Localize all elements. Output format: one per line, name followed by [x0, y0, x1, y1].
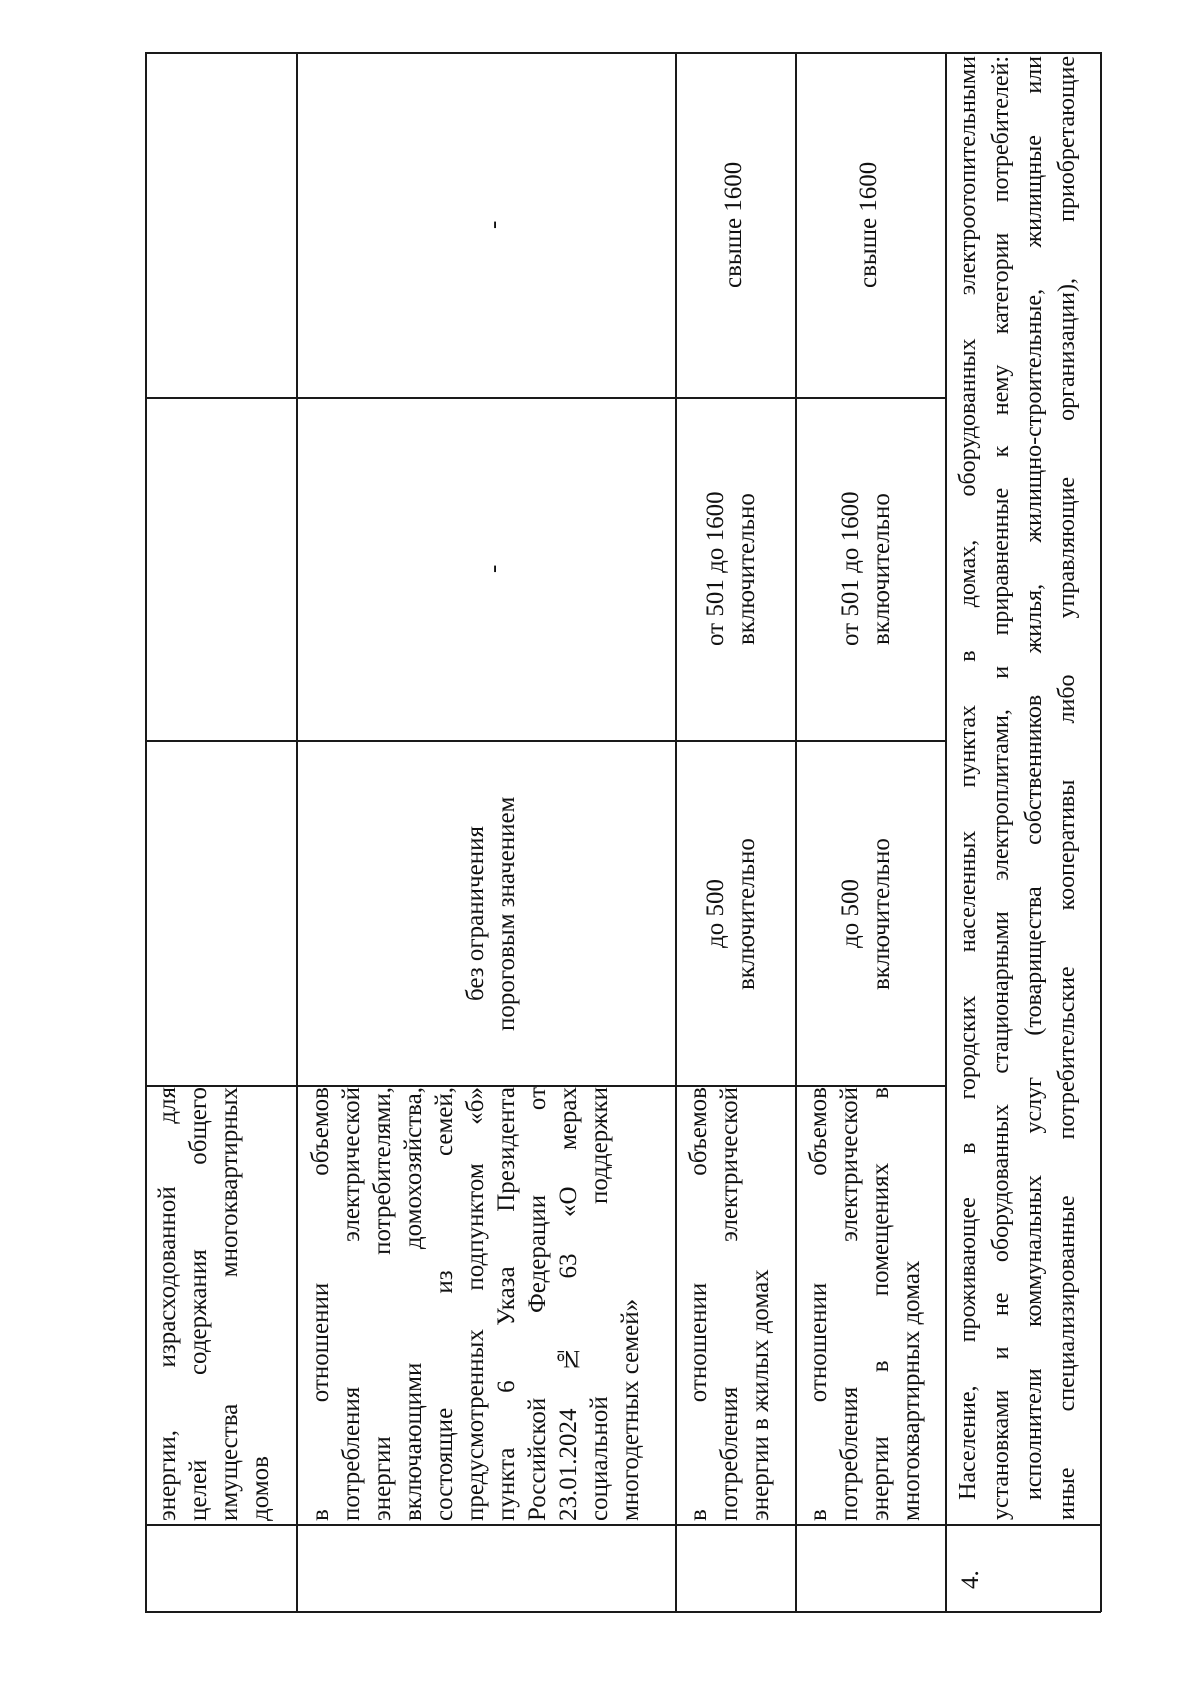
row-c-description: в отношении объемов потребления электрической энергии в жилых домах [685, 1087, 774, 1521]
row-separator [675, 52, 677, 1612]
row-c-range-1: до 500 включительно [702, 838, 760, 990]
row-c-range-3: свыше 1600 [720, 161, 747, 289]
row-d-range-1: до 500 включительно [837, 838, 895, 990]
row-c-range-2: от 501 до 1600 включительно [702, 491, 760, 647]
table-border-top [145, 52, 1101, 54]
row-d-range-3: свыше 1600 [855, 161, 882, 289]
row-4-text: Население, проживающее в городских населенных пунктах в домах, оборудованных электроотопительными установками и не оборудованных стационарными электроплитами, и приравненные к нему категории потребителей: исполнители коммунальных услуг (товарищества собственников жилья, жилищно-строительные, жилищные или иные специализированные потребительские кооперативы либо управляющие организации), приобретающие [955, 56, 1080, 1520]
row-4-number: 4. [957, 1570, 984, 1590]
row-b-range-3: - [480, 220, 507, 230]
table-border-left [145, 52, 147, 1612]
row-a-description: энергии, израсходованной для целей содержания общего имущества многоквартирных домов [154, 1087, 274, 1521]
row-separator [795, 52, 797, 1612]
row-d-description: в отношении объемов потребления электрической энергии в помещениях в многоквартирных домах [805, 1087, 925, 1521]
table-border-right [1100, 52, 1102, 1612]
row-b-range-2: - [480, 564, 507, 574]
row-d-range-2: от 501 до 1600 включительно [837, 491, 895, 647]
row-separator [296, 52, 298, 1612]
column-separator [145, 397, 945, 399]
row-separator [945, 52, 947, 1612]
table-border-bottom [145, 1611, 1101, 1613]
row-b-range-1: без ограничения пороговым значением [462, 796, 520, 1032]
number-column-separator [145, 1524, 1101, 1526]
column-separator [145, 740, 945, 742]
row-b-description: в отношении объемов потребления электрической энергии потребителями, включающими домохозяйства, состоящие из семей, предусмотренных подпунктом «б» пункта 6 Указа Президента Российской Федерации от 23.01.2024 № 63 «О мерах социальной поддержки многодетных семей» [307, 1087, 644, 1521]
